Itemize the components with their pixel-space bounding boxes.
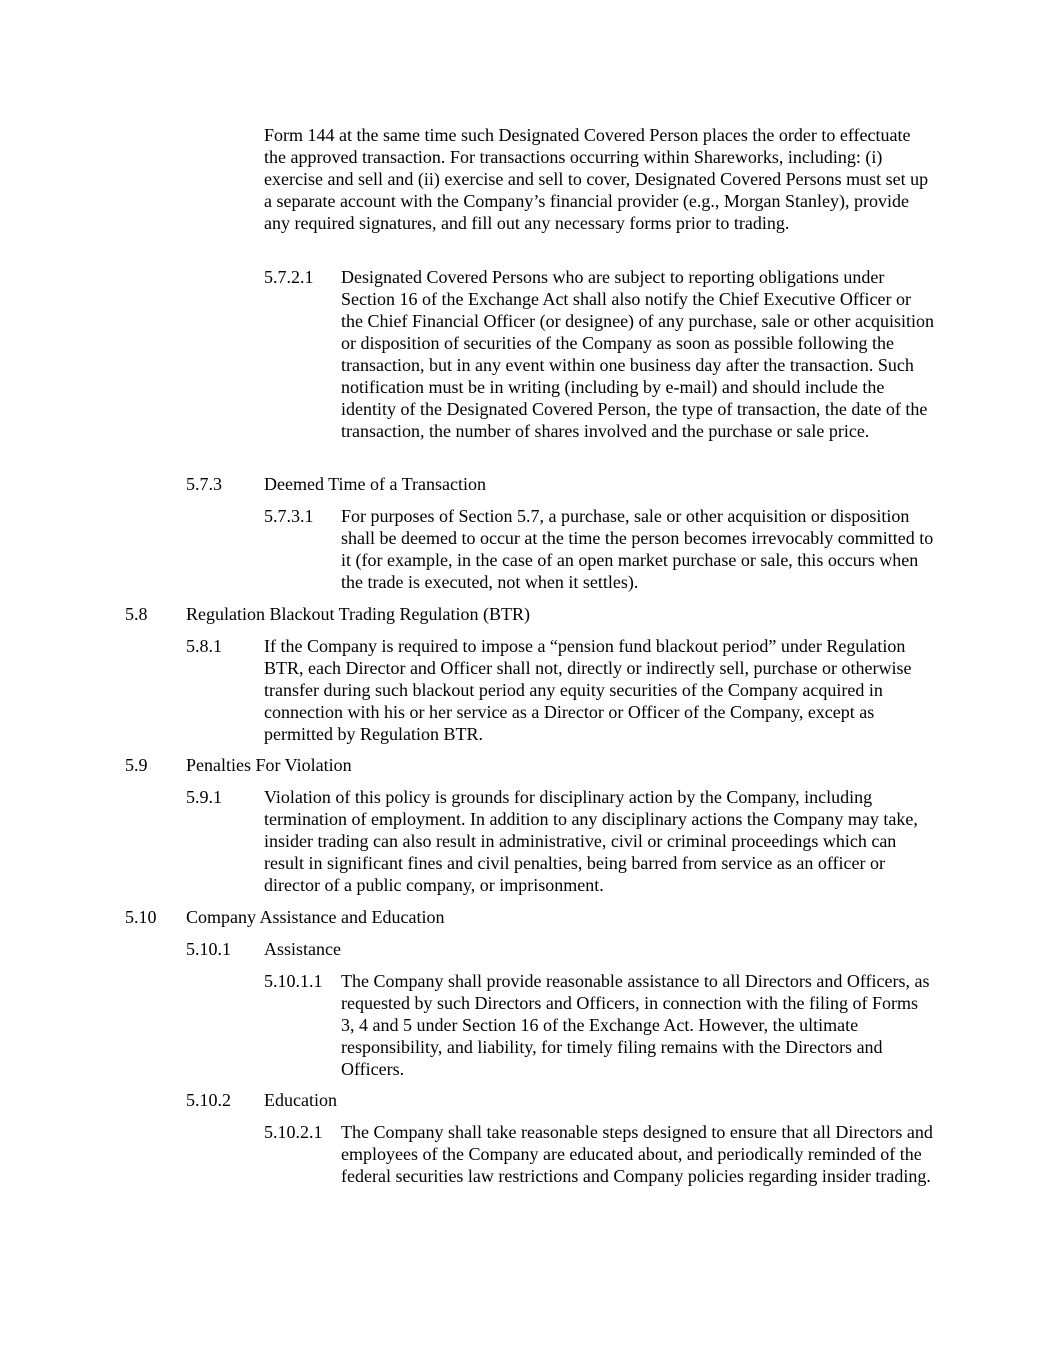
- section-heading: Penalties For Violation: [186, 755, 352, 775]
- section-number: 5.10: [125, 907, 157, 927]
- section-number: 5.10.2.1: [264, 1122, 323, 1142]
- section-heading: Assistance: [264, 939, 341, 959]
- section-heading: Education: [264, 1090, 337, 1110]
- section-number: 5.10.1: [186, 939, 231, 959]
- intro-paragraph: Form 144 at the same time such Designated Covered Person places the order to effectuate the approved transaction. For transactions occurring within Shareworks, including: (i) exercise and sell and (ii) exercise and sell to cover, Designated Covered Persons must set up a separate account with the Company’s financial provider (e.g., Morgan Stanley), provide any required signatures, and fill out any necessary forms prior to trading.: [264, 125, 929, 233]
- section-number: 5.8: [125, 604, 148, 624]
- section-number: 5.9.1: [186, 787, 222, 807]
- section-text: The Company shall take reasonable steps designed to ensure that all Directors and employees of the Company are educated about, and periodically reminded of the federal securities law restrictions and Company policies regarding insider trading.: [341, 1122, 933, 1186]
- section-number: 5.10.2: [186, 1090, 231, 1110]
- section-number: 5.7.3: [186, 474, 222, 494]
- section-text: Designated Covered Persons who are subject to reporting obligations under Section 16 of the Exchange Act shall also notify the Chief Executive Officer or the Chief Financial Officer (or designee) of any purchase, sale or other acquisition or disposition of securities of the Company as soon as possible following the transaction, but in any event within one business day after the transaction. Such notification must be in writing (including by e-mail) and should include the identity of the Designated Covered Person, the type of transaction, the date of the transaction, the number of shares involved and the purchase or sale price.: [341, 267, 934, 441]
- section-number: 5.7.2.1: [264, 267, 314, 287]
- section-number: 5.8.1: [186, 636, 222, 656]
- section-number: 5.9: [125, 755, 148, 775]
- section-text: The Company shall provide reasonable assistance to all Directors and Officers, as requested by such Directors and Officers, in connection with the filing of Forms 3, 4 and 5 under Section 16 of the Exchange Act. However, the ultimate responsibility, and liability, for timely filing remains with the Directors and Officers.: [341, 971, 930, 1079]
- section-heading: Deemed Time of a Transaction: [264, 474, 486, 494]
- section-heading: Regulation Blackout Trading Regulation (BTR): [186, 604, 530, 624]
- section-text: Violation of this policy is grounds for disciplinary action by the Company, including termination of employment. In addition to any disciplinary actions the Company may take, insider trading can also result in administrative, civil or criminal proceedings which can result in significant fines and civil penalties, being barred from service as an officer or director of a public company, or imprisonment.: [264, 787, 918, 895]
- section-heading: Company Assistance and Education: [186, 907, 445, 927]
- section-number: 5.10.1.1: [264, 971, 323, 991]
- section-text: If the Company is required to impose a “pension fund blackout period” under Regulation BTR, each Director and Officer shall not, directly or indirectly sell, purchase or otherwise transfer during such blackout period any equity securities of the Company acquired in connection with his or her service as a Director or Officer of the Company, except as permitted by Regulation BTR.: [264, 636, 912, 744]
- section-text: For purposes of Section 5.7, a purchase, sale or other acquisition or disposition shall be deemed to occur at the time the person becomes irrevocably committed to it (for example, in the case of an open market purchase or sale, this occurs when the trade is executed, not when it settles).: [341, 506, 934, 592]
- section-number: 5.7.3.1: [264, 506, 314, 526]
